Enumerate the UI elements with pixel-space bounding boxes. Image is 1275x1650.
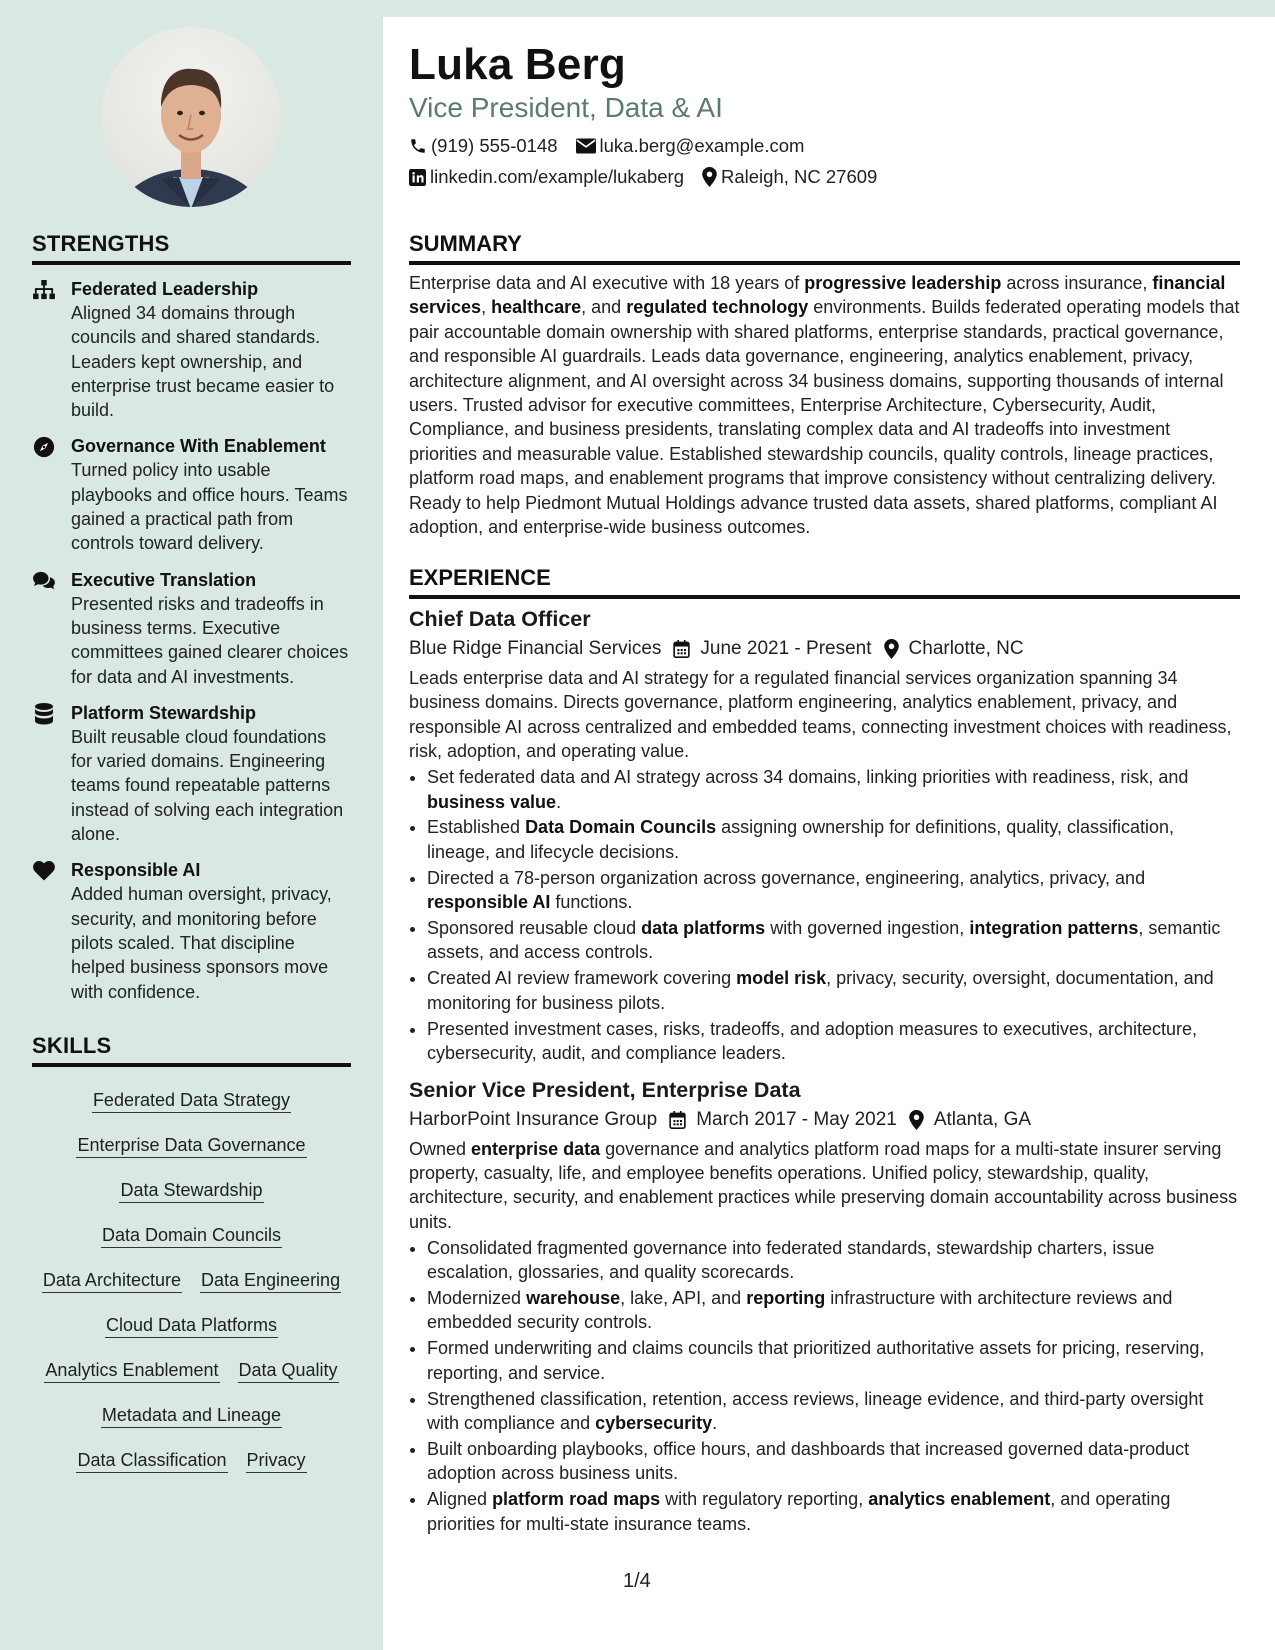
job-meta <box>409 1109 1240 1131</box>
map-pin-icon <box>909 1110 924 1130</box>
skill-tag: Data Engineering <box>200 1268 341 1293</box>
map-pin-icon <box>702 167 717 187</box>
skill-row <box>76 1439 306 1484</box>
skill-tag: Metadata and Lineage <box>101 1403 282 1428</box>
skill-tag: Federated Data Strategy <box>92 1088 291 1113</box>
strengths-list <box>32 277 351 1004</box>
strength-description: Turned policy into usable playbooks and office hours. Teams gained a practical path from controls toward delivery. <box>71 460 348 554</box>
portrait-image <box>101 27 281 207</box>
strength-description: Aligned 34 domains through councils and shared standards. Leaders kept ownership, and enterprise trust became easier to build. <box>71 303 335 421</box>
skills-section <box>32 1033 351 1484</box>
job-bullet: • Strengthened classification, retention, access reviews, lineage evidence, and third-party oversight with compliance and cybersecurity. <box>427 1387 1240 1436</box>
location-contact <box>702 166 877 188</box>
skill-tag: Data Stewardship <box>119 1178 263 1203</box>
skill-tag: Enterprise Data Governance <box>76 1133 306 1158</box>
job-location-text: Charlotte, NC <box>908 638 1024 659</box>
strength-title: Federated Leadership <box>71 279 259 299</box>
location-text: Raleigh, NC 27609 <box>721 166 878 187</box>
email-contact[interactable] <box>576 135 805 157</box>
compass-icon <box>32 436 56 458</box>
experience-section <box>409 565 1240 1536</box>
job-location <box>909 1109 1031 1131</box>
phone-icon <box>409 137 427 155</box>
strength-description: Built reusable cloud foundations for varied domains. Engineering teams found repeatable patterns instead of solving each integration alone. <box>71 726 344 845</box>
experience-heading: EXPERIENCE <box>409 565 1240 599</box>
strength-item <box>32 701 351 846</box>
skill-row <box>101 1394 282 1439</box>
job-bullet: • Aligned platform road maps with regulatory reporting, analytics enablement, and operating priorities for multi-state insurance teams. <box>427 1487 1240 1536</box>
summary-heading: SUMMARY <box>409 231 1240 265</box>
job-bullet: • Formed underwriting and claims councils that prioritized authoritative assets for pricing, reserving, reporting, and service. <box>427 1336 1240 1385</box>
job-entry <box>409 1078 1240 1537</box>
org-chart-icon <box>32 279 56 301</box>
strengths-section <box>32 231 351 1004</box>
phone-text: (919) 555-0148 <box>431 135 558 156</box>
candidate-title: Vice President, Data & AI <box>409 92 723 123</box>
summary-text: Enterprise data and AI executive with 18 years of progressive leadership across insurance, financial services, healthcare, and regulated technology environments. Builds federated operating models that pair accountable domain ownership with shared platforms, enterprise standards, practical governance, and responsible AI guardrails. Leads data governance, engineering, analytics enablement, privacy, architecture alignment, and AI oversight across 34 business domains, supporting thousands of internal users. Trusted advisor for executive committees, Enterprise Architecture, Cybersecurity, Audit, Compliance, and business presidents, translating complex data and AI tradeoffs into investment priorities and measurable value. Established stewardship councils, quality controls, lineage practices, platform road maps, and enablement programs that improve consistency without centralizing delivery. Ready to help Piedmont Mutual Holdings advance trusted data assets, shared platforms, compliant AI adoption, and enterprise-wide business outcomes. <box>409 273 1240 538</box>
job-location-text: Atlanta, GA <box>933 1108 1032 1130</box>
email-text: luka.berg@example.com <box>599 135 805 156</box>
job-dates-text: March 2017 - May 2021 <box>696 1108 897 1130</box>
job-bullet: • Sponsored reusable cloud data platforms with governed ingestion, integration patterns, semantic assets, and access controls. <box>427 916 1240 965</box>
profile-photo <box>101 27 281 207</box>
linkedin-icon <box>409 169 426 186</box>
skill-row <box>92 1079 291 1124</box>
skill-row <box>119 1169 263 1214</box>
job-bullet: • Presented investment cases, risks, tradeoffs, and adoption measures to executives, architecture, cybersecurity, audit, and compliance leaders. <box>427 1017 1240 1066</box>
job-bullets <box>409 1236 1240 1536</box>
company-name: HarborPoint Insurance Group <box>409 1108 658 1130</box>
job-bullets <box>409 765 1240 1065</box>
skill-row <box>105 1304 278 1349</box>
strength-title: Responsible AI <box>71 860 201 881</box>
skill-row <box>101 1214 282 1259</box>
job-summary: Leads enterprise data and AI strategy for a regulated financial services organization spanning 34 business domains. Directs governance, platform engineering, analytics enablement, privacy, and responsible AI across centralized and embedded teams, connecting investment choices with readiness, risk, adoption, and operating value. <box>409 668 1232 762</box>
database-icon <box>32 703 56 725</box>
jobs-list <box>409 607 1240 1536</box>
top-band <box>0 0 1275 17</box>
job-entry <box>409 607 1240 1066</box>
skill-tag: Data Architecture <box>42 1268 182 1293</box>
job-bullet: • Set federated data and AI strategy across 34 domains, linking priorities with readiness, risk, and business value. <box>427 765 1240 814</box>
skill-row <box>42 1259 341 1304</box>
contact-row-1 <box>409 135 822 157</box>
linkedin-contact[interactable] <box>409 166 684 188</box>
strength-title: Executive Translation <box>71 569 257 590</box>
page-number: 1/4 <box>623 1570 651 1592</box>
calendar-icon <box>669 1111 686 1129</box>
strength-item <box>32 277 351 422</box>
strength-item <box>32 568 351 689</box>
chat-bubbles-icon <box>32 570 56 592</box>
linkedin-text: linkedin.com/example/lukaberg <box>430 166 684 187</box>
phone-contact[interactable] <box>409 135 558 157</box>
skills-list <box>32 1079 351 1484</box>
strength-item <box>32 858 351 1003</box>
candidate-name: Luka Berg <box>409 40 626 89</box>
contact-row-2 <box>409 166 895 188</box>
job-title: Chief Data Officer <box>409 607 591 631</box>
skill-tag: Analytics Enablement <box>44 1358 219 1383</box>
summary-section <box>409 231 1240 539</box>
job-meta <box>409 638 1240 660</box>
skill-tag: Data Quality <box>238 1358 339 1383</box>
skill-tag: Data Classification <box>76 1448 227 1473</box>
job-dates-text: June 2021 - Present <box>700 638 872 659</box>
map-pin-icon <box>884 639 899 659</box>
heart-icon <box>32 860 56 882</box>
skill-tag: Cloud Data Platforms <box>105 1313 278 1338</box>
strength-description: Added human oversight, privacy, security, and monitoring before pilots scaled. That discipline helped business sponsors move with confidence. <box>71 884 332 1002</box>
calendar-icon <box>673 640 690 658</box>
job-bullet: • Established Data Domain Councils assigning ownership for definitions, quality, classification, lineage, and lifecycle decisions. <box>427 815 1240 864</box>
company-name: Blue Ridge Financial Services <box>409 638 662 659</box>
job-title: Senior Vice President, Enterprise Data <box>409 1077 801 1102</box>
skill-row <box>76 1124 306 1169</box>
job-bullet: • Built onboarding playbooks, office hours, and dashboards that increased governed data-product adoption across business units. <box>427 1437 1240 1486</box>
envelope-icon <box>576 138 596 154</box>
strength-title: Governance With Enablement <box>71 436 326 457</box>
job-bullet: • Created AI review framework covering model risk, privacy, security, oversight, documentation, and monitoring for business pilots. <box>427 966 1240 1015</box>
job-bullet: • Modernized warehouse, lake, API, and reporting infrastructure with architecture reviews and embedded security controls. <box>427 1286 1240 1335</box>
strength-title: Platform Stewardship <box>71 702 257 723</box>
skill-tag: Privacy <box>246 1448 307 1473</box>
job-summary: Owned enterprise data governance and analytics platform road maps for a multi-state insurer serving property, casualty, life, and employee benefits operations. Unified policy, stewardship, quality, architecture, security, and enablement practices while preserving domain accountability across business units. <box>409 1138 1238 1232</box>
job-dates <box>673 638 871 660</box>
strengths-heading: STRENGTHS <box>32 231 351 265</box>
job-dates <box>669 1109 897 1131</box>
strength-description: Presented risks and tradeoffs in business terms. Executive committees gained clearer choices for data and AI investments. <box>71 593 349 687</box>
skill-row <box>44 1349 338 1394</box>
job-bullet: • Consolidated fragmented governance into federated standards, stewardship charters, issue escalation, glossaries, and quality scorecards. <box>427 1236 1240 1285</box>
job-location <box>884 638 1024 660</box>
strength-item <box>32 434 351 555</box>
skill-tag: Data Domain Councils <box>101 1223 282 1248</box>
job-bullet: • Directed a 78-person organization across governance, engineering, analytics, privacy, and responsible AI functions. <box>427 866 1240 915</box>
skills-heading: SKILLS <box>32 1033 351 1067</box>
